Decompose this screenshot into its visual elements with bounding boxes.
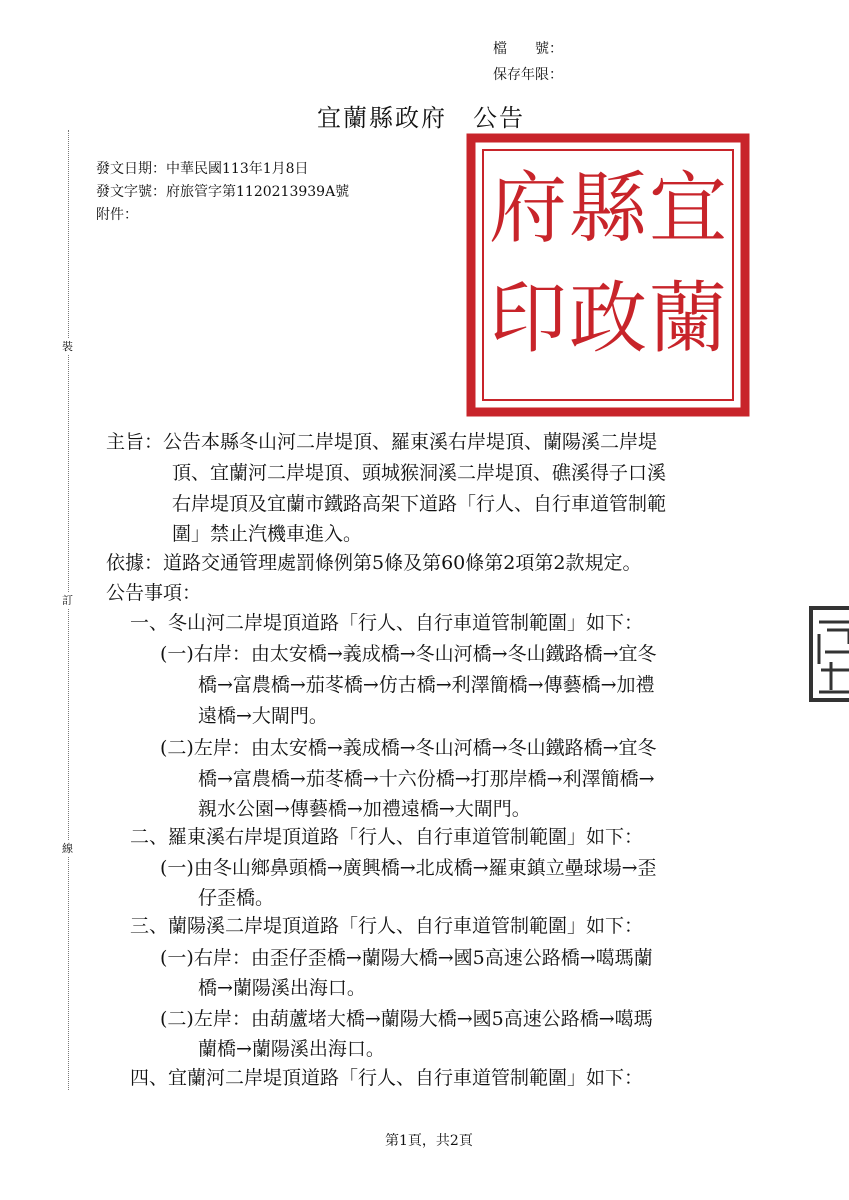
section-2-item-1-line-1: (一)由冬山鄉鼻頭橋→廣興橋→北成橋→羅東鎮立壘球場→歪 (160, 857, 657, 879)
section-1-heading: 一、冬山河二岸堤頂道路「行人、自行車道管制範圍」如下： (130, 612, 644, 634)
subject-line-3: 右岸堤頂及宜蘭市鐵路高架下道路「行人、自行車道管制範 (172, 493, 667, 515)
section-3-item-1-line-2: 橋→蘭陽溪出海口。 (198, 977, 366, 999)
seal-char-1: 宜 (648, 164, 728, 254)
announcement-heading: 公告事項： (106, 582, 202, 604)
issue-date: 發文日期：中華民國113年1月8日 (96, 161, 309, 177)
file-number-label: 檔 號： (493, 41, 563, 57)
attachment-label: 附件： (96, 207, 138, 223)
document-number: 發文字號：府旅管字第1120213939A號 (96, 184, 350, 200)
page-number: 第1頁，共2頁 (385, 1133, 473, 1149)
section-2-heading: 二、羅東溪右岸堤頂道路「行人、自行車道管制範圍」如下： (130, 826, 644, 848)
section-3-item-1-line-1: (一)右岸：由歪仔歪橋→蘭陽大橋→國5高速公路橋→噶瑪蘭 (160, 947, 653, 969)
section-1-item-2-line-2: 橋→富農橋→茄苳橋→十六份橋→打那岸橋→利澤簡橋→ (198, 768, 655, 790)
section-1-item-2-line-1: (二)左岸：由太安橋→義成橋→冬山河橋→冬山鐵路橋→宜冬 (160, 737, 657, 759)
section-4-heading: 四、宜蘭河二岸堤頂道路「行人、自行車道管制範圍」如下： (130, 1067, 644, 1089)
section-2-item-1-line-2: 仔歪橋。 (198, 887, 275, 909)
section-1-item-1-line-1: (一)右岸：由太安橋→義成橋→冬山河橋→冬山鐵路橋→宜冬 (160, 643, 657, 665)
document-title: 宜蘭縣政府 公告 (317, 104, 525, 132)
basis-line: 依據：道路交通管理處罰條例第5條及第60條第2項第2款規定。 (106, 552, 642, 574)
section-1-item-1-line-2: 橋→富農橋→茄苳橋→仿古橋→利澤簡橋→傳藝橋→加禮 (198, 674, 655, 696)
seal-char-6: 印 (488, 274, 568, 364)
subject-line-4: 圍」禁止汽機車進入。 (172, 523, 363, 545)
official-seal (463, 130, 753, 420)
section-1-item-1-line-3: 遠橋→大閘門。 (198, 705, 328, 727)
seal-char-4: 政 (568, 274, 648, 364)
section-1-item-2-line-3: 親水公園→傳藝橋→加禮遠橋→大閘門。 (198, 798, 531, 820)
subject-line-1: 主旨：公告本縣冬山河二岸堤頂、羅東溪右岸堤頂、蘭陽溪二岸堤 (106, 431, 658, 453)
retention-period-label: 保存年限： (493, 67, 563, 83)
binding-mark-3: 線 (62, 842, 73, 855)
seal-char-5: 府 (488, 164, 568, 254)
seal-char-3: 縣 (568, 164, 648, 254)
seal-char-2: 蘭 (648, 274, 728, 364)
subject-line-2: 頂、宜蘭河二岸堤頂、頭城猴洞溪二岸堤頂、礁溪得子口溪 (172, 462, 667, 484)
binding-line (68, 130, 69, 1090)
binding-mark-2: 訂 (62, 594, 73, 607)
edge-seal-fragment (797, 600, 849, 710)
binding-mark-1: 裝 (62, 340, 73, 353)
section-3-heading: 三、蘭陽溪二岸堤頂道路「行人、自行車道管制範圍」如下： (130, 915, 644, 937)
section-3-item-2-line-1: (二)左岸：由葫蘆堵大橋→蘭陽大橋→國5高速公路橋→噶瑪 (160, 1008, 653, 1030)
section-3-item-2-line-2: 蘭橋→蘭陽溪出海口。 (198, 1038, 385, 1060)
